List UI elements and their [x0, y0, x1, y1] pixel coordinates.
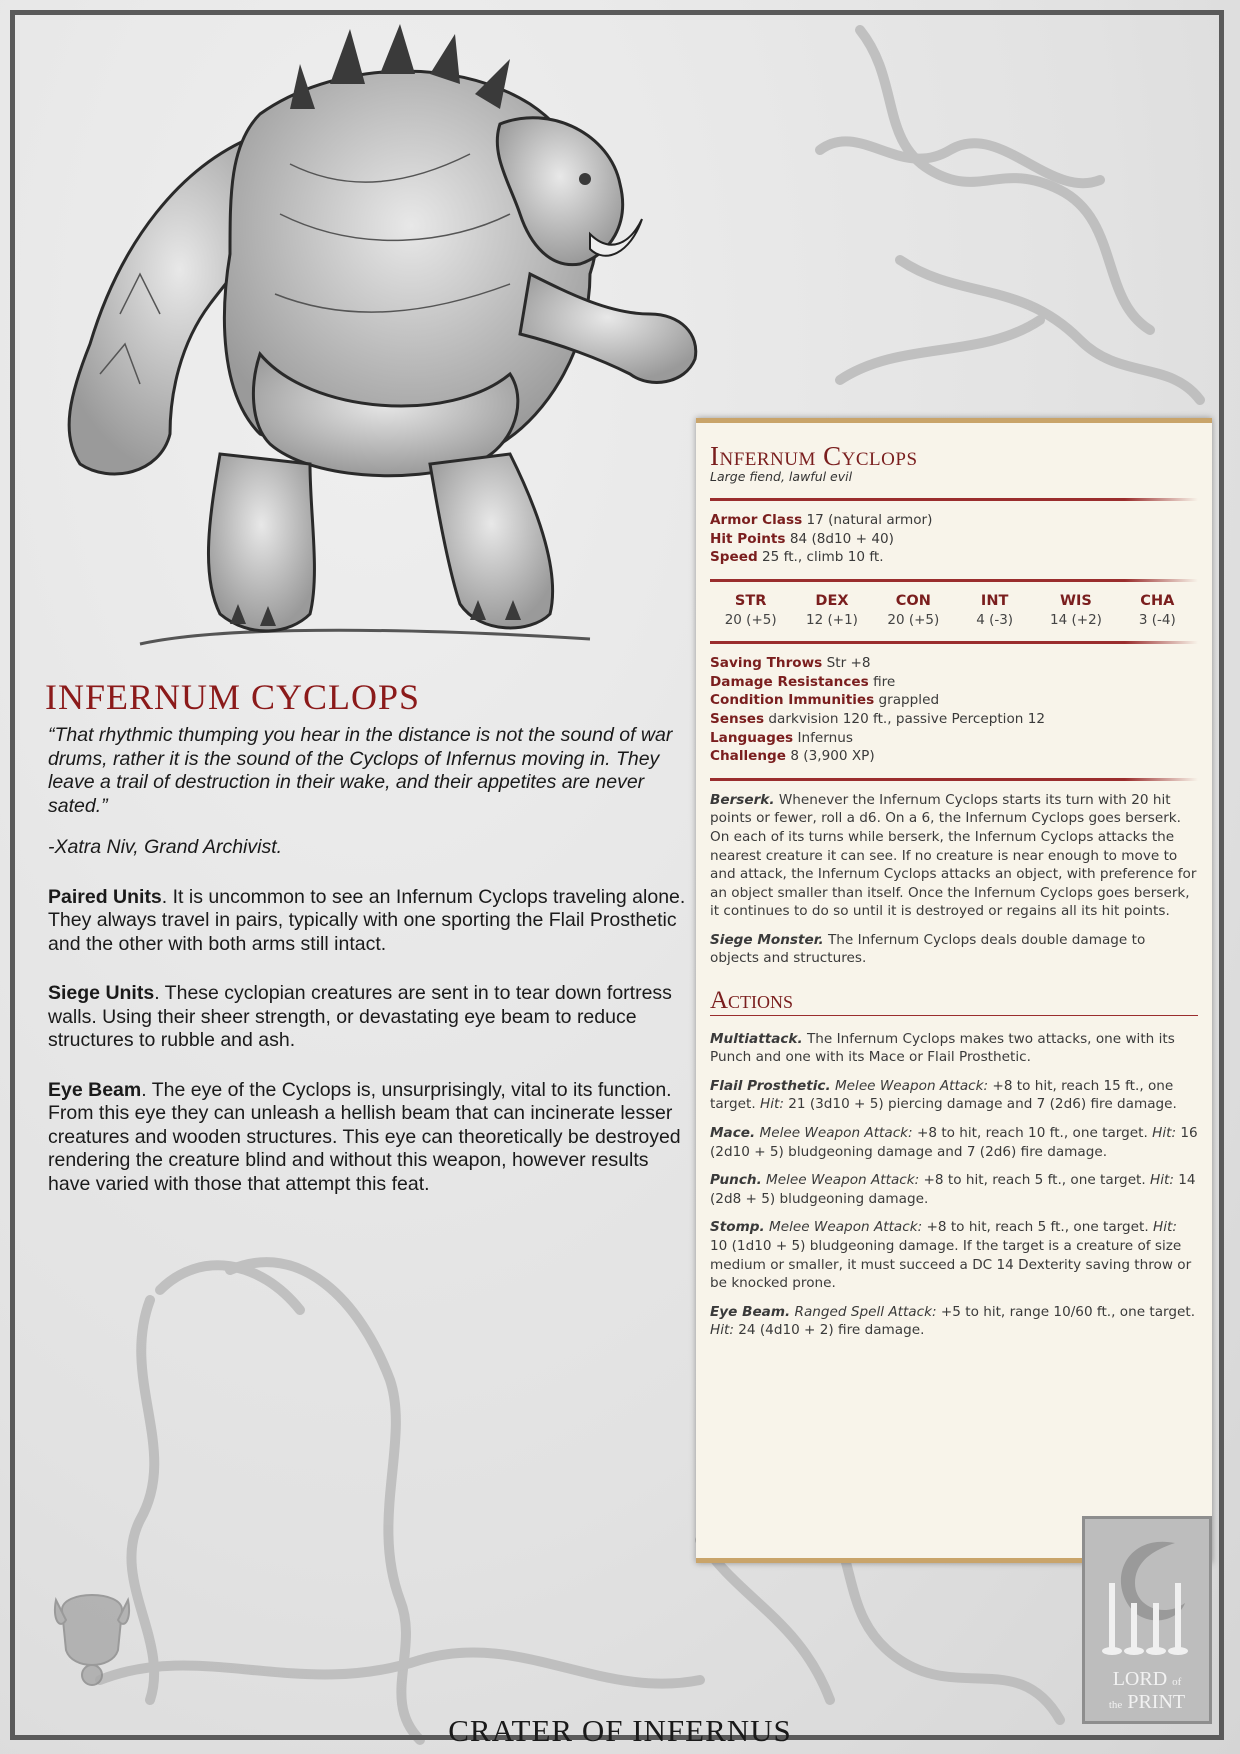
divider	[710, 641, 1198, 644]
ability-label: INT	[980, 592, 1009, 609]
lore-body: . The eye of the Cyclops is, unsurprisingly, vital to its function. From this eye they can unleash a hellish beam that can incinerate lesser creatures and wooden structures. This eye can theoretically be destroyed rendering the creature blind and without this weapon, however results have varied with those that attempt this feat.	[48, 1078, 681, 1195]
ability-label: DEX	[815, 592, 849, 609]
action-type: Melee Weapon Attack:	[755, 1125, 913, 1142]
footer-title: CRATER OF INFERNUS	[448, 1713, 792, 1748]
ability-value: 14 (+2)	[1050, 611, 1102, 628]
condition-immunities	[710, 691, 1198, 710]
action-text: +8 to hit, reach 10 ft., one target.	[912, 1125, 1153, 1142]
armor-class-value: 17 (natural armor)	[806, 512, 933, 529]
action-name: Eye Beam.	[710, 1303, 791, 1320]
action-hit-label: Hit:	[1152, 1219, 1177, 1236]
logo-word-of: of	[1172, 1676, 1182, 1688]
divider	[710, 579, 1198, 582]
logo-word-lord: LORD	[1112, 1668, 1168, 1690]
action-text: The Infernum Cyclops makes two attacks, one with its Punch and one with its Mace or Flail Prosthetic.	[710, 1030, 1175, 1066]
ability-int	[955, 592, 1035, 629]
action-flail-prosthetic	[710, 1077, 1198, 1114]
ability-label: CHA	[1140, 592, 1175, 609]
action-hit-text: 10 (1d10 + 5) bludgeoning damage. If the target is a creature of size medium or smaller, it must succeed a DC 14 Dexterity saving throw or be knocked prone.	[710, 1238, 1192, 1292]
ability-wis	[1036, 592, 1116, 629]
infernum-cyclops-illustration	[30, 14, 710, 654]
damage-resistances-label: Damage Resistances	[710, 673, 869, 690]
hit-points-label: Hit Points	[710, 530, 786, 547]
candles-logo-icon	[1085, 1523, 1209, 1673]
armor-class-label: Armor Class	[710, 512, 803, 529]
ability-str	[711, 592, 791, 629]
action-type: Melee Weapon Attack:	[761, 1172, 920, 1189]
trait-text: The Infernum Cyclops deals double damage to objects and structures.	[710, 931, 1146, 967]
action-hit-text: 14 (2d8 + 5) bludgeoning damage.	[710, 1172, 1196, 1207]
action-hit-text: 24 (4d10 + 2) fire damage.	[733, 1322, 925, 1339]
challenge-value: 8 (3,900 XP)	[790, 748, 875, 765]
trait-name: Siege Monster.	[710, 931, 824, 948]
action-mace	[710, 1124, 1198, 1161]
speed	[710, 548, 1198, 567]
languages-label: Languages	[710, 729, 794, 746]
page-title: INFERNUM CYCLOPS	[45, 677, 421, 717]
action-multiattack	[710, 1030, 1198, 1067]
hit-points	[710, 530, 1198, 549]
logo-word-the: the	[1108, 1699, 1123, 1711]
languages	[710, 729, 1198, 748]
speed-label: Speed	[710, 549, 758, 566]
action-type: Melee Weapon Attack:	[764, 1219, 923, 1236]
saving-throws-value: Str +8	[826, 655, 871, 672]
lore-section-eye-beam	[48, 1079, 688, 1197]
action-stomp	[710, 1218, 1198, 1292]
helmet-emblem-icon	[52, 1580, 132, 1690]
ability-value: 4 (-3)	[976, 611, 1014, 628]
saving-throws-label: Saving Throws	[710, 655, 823, 672]
action-type: Melee Weapon Attack:	[830, 1077, 989, 1094]
action-text: +8 to hit, reach 5 ft., one target.	[922, 1219, 1153, 1236]
monster-name: Infernum Cyclops	[710, 441, 918, 471]
languages-value: Infernus	[797, 729, 853, 746]
lord-of-the-print-logo	[1082, 1516, 1212, 1724]
ability-dex	[792, 592, 872, 629]
action-hit-label: Hit:	[710, 1322, 734, 1339]
lore-heading: Siege Units	[48, 982, 155, 1004]
lore-section-siege-units	[48, 982, 688, 1053]
ability-value: 20 (+5)	[724, 611, 777, 628]
armor-class	[710, 511, 1198, 530]
actions-divider	[710, 1015, 1198, 1016]
monster-type: Large fiend, lawful evil	[710, 468, 853, 484]
action-hit-text: 16 (2d10 + 5) bludgeoning damage and 7 (2d6) fire damage.	[710, 1125, 1198, 1160]
ability-cha	[1117, 592, 1197, 629]
stat-block	[696, 418, 1212, 1563]
ability-value: 3 (-4)	[1138, 611, 1176, 628]
speed-value: 25 ft., climb 10 ft.	[762, 549, 884, 566]
condition-immunities-label: Condition Immunities	[710, 692, 875, 709]
action-punch	[710, 1171, 1198, 1208]
logo-word-print: PRINT	[1127, 1691, 1186, 1713]
actions-heading: Actions	[710, 987, 794, 1015]
action-text: +8 to hit, reach 15 ft., one target.	[710, 1077, 1174, 1113]
action-name: Multiattack.	[710, 1030, 803, 1047]
action-name: Mace.	[710, 1125, 756, 1142]
senses	[710, 710, 1198, 729]
action-name: Stomp.	[710, 1219, 765, 1236]
action-text: +8 to hit, reach 5 ft., one target.	[919, 1172, 1151, 1189]
ability-label: STR	[734, 592, 767, 609]
challenge	[710, 747, 1198, 766]
trait-berserk	[710, 791, 1198, 921]
ability-con	[873, 592, 953, 629]
challenge-label: Challenge	[710, 748, 786, 765]
action-hit-label: Hit:	[759, 1096, 784, 1113]
action-hit-label: Hit:	[1150, 1172, 1174, 1189]
action-name: Flail Prosthetic.	[710, 1077, 831, 1094]
ability-scores	[710, 592, 1198, 629]
trait-text: Whenever the Infernum Cyclops starts its turn with 20 hit points or fewer, roll a d6. On a 6, the Infernum Cyclops goes berserk. On each of its turns while berserk, the Infernum Cyclops attacks the nearest creature it can see. If no creature is near enough to move to and attack, the Infernum Cyclops attacks an object, with preference for an object smaller than itself. Once the Infernum Cyclops goes berserk, it continues to do so until it is destroyed or regains all its hit points.	[710, 791, 1197, 920]
lore-heading: Paired Units	[48, 885, 162, 908]
lore-body: . These cyclopian creatures are sent in to tear down fortress walls. Using their sheer strength, or devastating eye beam to reduce structures to rubble and ash.	[48, 982, 672, 1051]
action-type: Ranged Spell Attack:	[790, 1303, 937, 1320]
ability-value: 20 (+5)	[887, 611, 940, 628]
action-hit-text: 21 (3d10 + 5) piercing damage and 7 (2d6) fire damage.	[783, 1096, 1177, 1113]
condition-immunities-value: grappled	[878, 692, 940, 709]
ability-label: WIS	[1060, 592, 1092, 609]
damage-resistances-value: fire	[873, 673, 896, 690]
ability-value: 12 (+1)	[806, 611, 858, 628]
senses-label: Senses	[710, 710, 765, 727]
trait-siege-monster	[710, 931, 1198, 968]
hit-points-value: 84 (8d10 + 40)	[789, 530, 894, 547]
trait-name: Berserk.	[710, 791, 775, 808]
lore-attribution: -Xatra Niv, Grand Archivist.	[48, 836, 283, 858]
action-name: Punch.	[710, 1172, 762, 1189]
action-hit-label: Hit:	[1152, 1125, 1177, 1142]
lore-text	[48, 724, 688, 1222]
divider	[710, 498, 1198, 501]
action-text: +5 to hit, range 10/60 ft., one target.	[936, 1303, 1196, 1320]
divider	[710, 778, 1198, 781]
lore-section-paired-units	[48, 886, 688, 957]
lore-heading: Eye Beam	[48, 1078, 142, 1101]
saving-throws	[710, 654, 1198, 673]
logo-text	[1085, 1669, 1209, 1715]
ability-label: CON	[895, 592, 931, 609]
lore-body: . It is uncommon to see an Infernum Cyclops traveling alone. They always travel in pairs, typically with one sporting the Flail Prosthetic and the other with both arms still intact.	[48, 885, 686, 955]
senses-value: darkvision 120 ft., passive Perception 12	[768, 710, 1046, 727]
damage-resistances	[710, 673, 1198, 692]
action-eye-beam	[710, 1303, 1198, 1340]
lore-quote: “That rhythmic thumping you hear in the distance is not the sound of war drums, rather it is the sound of the Cyclops of Infernus moving in. They leave a trail of destruction in their wake, and their appetites are never sated.”	[48, 724, 673, 817]
